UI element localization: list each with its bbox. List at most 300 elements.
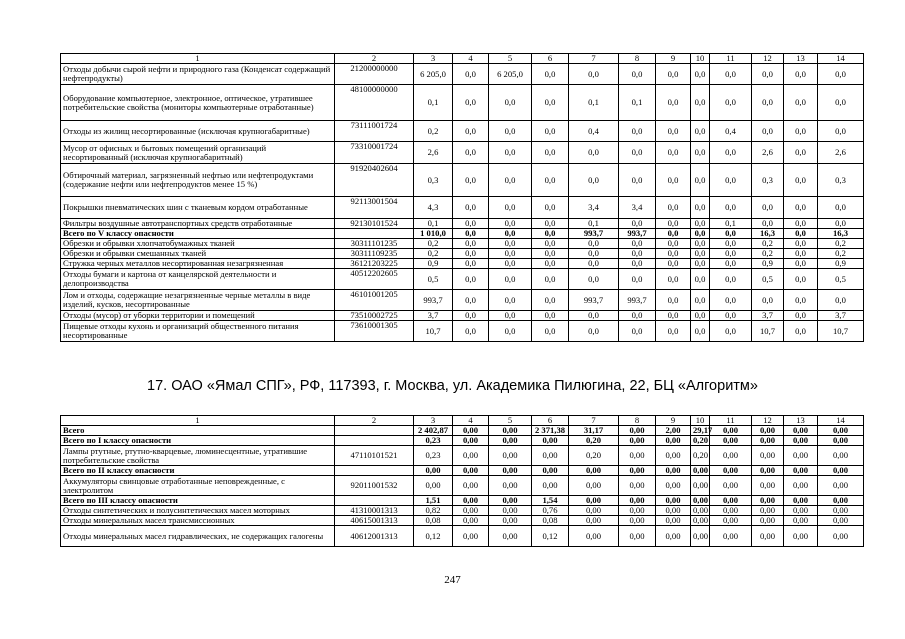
value-cell: 0,0	[569, 259, 619, 269]
value-cell: 0,00	[619, 426, 656, 436]
value-cell: 2,6	[414, 142, 453, 164]
value-cell: 0,0	[532, 197, 569, 219]
value-cell: 0,20	[569, 436, 619, 446]
fkko-code-cell: 30311109235	[335, 249, 414, 259]
value-cell: 0,0	[656, 259, 691, 269]
organization-heading: 17. ОАО «Ямал СПГ», РФ, 117393, г. Москва, ул. Академика Пилюгина, 22, БЦ «Алгоритм»	[147, 378, 758, 394]
value-cell: 0,0	[656, 219, 691, 229]
value-cell: 0,00	[489, 516, 532, 526]
value-cell: 0,0	[453, 197, 489, 219]
value-cell: 0,00	[619, 516, 656, 526]
fkko-code-cell: 48100000000	[335, 85, 414, 121]
value-cell: 0,00	[752, 476, 784, 496]
column-header: 12	[752, 54, 784, 64]
value-cell: 3,7	[414, 311, 453, 321]
value-cell: 0,00	[569, 526, 619, 547]
value-cell: 0,0	[532, 121, 569, 142]
value-cell: 0,00	[569, 516, 619, 526]
value-cell: 0,0	[453, 269, 489, 290]
table-row	[61, 321, 864, 342]
value-cell: 1,54	[532, 496, 569, 506]
value-cell: 0,0	[752, 290, 784, 311]
value-cell: 0,00	[784, 496, 818, 506]
value-cell: 0,00	[619, 496, 656, 506]
waste-name-cell: Покрышки пневматических шин с тканевым кордом отработанные	[61, 197, 335, 219]
value-cell: 0,0	[569, 269, 619, 290]
table-row	[61, 219, 864, 229]
value-cell: 0,0	[691, 249, 710, 259]
column-header: 4	[453, 416, 489, 426]
waste-name-cell: Пищевые отходы кухонь и организаций общественного питания несортированные	[61, 321, 335, 342]
value-cell: 0,0	[453, 64, 489, 85]
value-cell: 0,00	[453, 516, 489, 526]
value-cell: 0,00	[453, 436, 489, 446]
value-cell: 0,0	[656, 64, 691, 85]
value-cell: 0,00	[818, 506, 864, 516]
value-cell: 0,0	[656, 249, 691, 259]
value-cell: 0,00	[489, 446, 532, 466]
total-row	[61, 466, 864, 476]
value-cell: 0,0	[710, 269, 752, 290]
value-cell: 0,00	[784, 446, 818, 466]
value-cell: 2 402,87	[414, 426, 453, 436]
waste-name-cell: Всего по II классу опасности	[61, 466, 335, 476]
value-cell: 0,00	[453, 476, 489, 496]
column-header: 14	[818, 416, 864, 426]
value-cell: 0,0	[453, 85, 489, 121]
total-row	[61, 436, 864, 446]
value-cell: 0,0	[691, 121, 710, 142]
value-cell: 0,0	[710, 311, 752, 321]
fkko-code-cell	[335, 496, 414, 506]
value-cell: 0,0	[489, 259, 532, 269]
value-cell: 0,20	[691, 436, 710, 446]
value-cell: 0,08	[532, 516, 569, 526]
value-cell: 0,0	[453, 142, 489, 164]
column-header: 10	[691, 416, 710, 426]
value-cell: 0,00	[656, 476, 691, 496]
value-cell: 0,00	[656, 526, 691, 547]
value-cell: 0,0	[710, 321, 752, 342]
value-cell: 0,0	[453, 311, 489, 321]
fkko-code-cell: 73111001724	[335, 121, 414, 142]
value-cell: 0,00	[818, 496, 864, 506]
total-row	[61, 496, 864, 506]
value-cell: 0,0	[532, 269, 569, 290]
value-cell: 0,2	[414, 239, 453, 249]
column-header: 11	[710, 416, 752, 426]
value-cell: 0,00	[453, 446, 489, 466]
value-cell: 0,0	[818, 85, 864, 121]
value-cell: 0,2	[414, 249, 453, 259]
value-cell: 0,00	[784, 506, 818, 516]
value-cell: 0,0	[784, 219, 818, 229]
value-cell: 0,9	[414, 259, 453, 269]
value-cell: 0,0	[453, 290, 489, 311]
value-cell: 0,0	[532, 311, 569, 321]
value-cell: 0,20	[691, 446, 710, 466]
value-cell: 0,0	[691, 85, 710, 121]
value-cell: 0,0	[710, 164, 752, 197]
table-row	[61, 516, 864, 526]
value-cell: 0,00	[489, 496, 532, 506]
value-cell: 0,0	[619, 259, 656, 269]
value-cell: 0,00	[818, 436, 864, 446]
column-header: 8	[619, 416, 656, 426]
fkko-code-cell: 40615001313	[335, 516, 414, 526]
value-cell: 0,0	[453, 219, 489, 229]
value-cell: 0,0	[489, 311, 532, 321]
page-number: 247	[444, 574, 461, 586]
table-row	[61, 164, 864, 197]
value-cell: 0,00	[784, 466, 818, 476]
value-cell: 0,00	[818, 476, 864, 496]
value-cell: 993,7	[619, 229, 656, 239]
value-cell: 0,0	[619, 142, 656, 164]
table-row	[61, 269, 864, 290]
column-header: 6	[532, 54, 569, 64]
value-cell: 0,00	[710, 526, 752, 547]
value-cell: 0,00	[489, 466, 532, 476]
value-cell: 29,17	[691, 426, 710, 436]
value-cell: 0,00	[453, 506, 489, 516]
value-cell: 0,0	[752, 219, 784, 229]
table-row	[61, 239, 864, 249]
column-header: 6	[532, 416, 569, 426]
value-cell: 0,0	[691, 311, 710, 321]
value-cell: 0,00	[784, 516, 818, 526]
value-cell: 0,00	[784, 476, 818, 496]
value-cell: 0,1	[414, 219, 453, 229]
value-cell: 0,0	[710, 290, 752, 311]
fkko-code-cell: 41310001313	[335, 506, 414, 516]
value-cell: 0,00	[453, 466, 489, 476]
waste-name-cell: Всего	[61, 426, 335, 436]
value-cell: 0,0	[656, 321, 691, 342]
value-cell: 0,00	[691, 496, 710, 506]
value-cell: 0,0	[691, 197, 710, 219]
fkko-code-cell	[335, 229, 414, 239]
value-cell: 0,0	[569, 311, 619, 321]
value-cell: 0,0	[784, 164, 818, 197]
column-header: 3	[414, 54, 453, 64]
value-cell: 0,5	[818, 269, 864, 290]
value-cell: 0,0	[489, 197, 532, 219]
value-cell: 0,00	[752, 506, 784, 516]
value-cell: 0,0	[784, 311, 818, 321]
value-cell: 3,4	[619, 197, 656, 219]
waste-name-cell: Отходы добычи сырой нефти и природного газа (Конденсат содержащий нефтепродукты)	[61, 64, 335, 85]
value-cell: 0,00	[619, 466, 656, 476]
value-cell: 0,0	[784, 197, 818, 219]
value-cell: 0,0	[489, 249, 532, 259]
value-cell: 0,0	[489, 85, 532, 121]
value-cell: 0,00	[569, 496, 619, 506]
value-cell: 0,0	[489, 321, 532, 342]
fkko-code-cell: 40512202605	[335, 269, 414, 290]
waste-name-cell: Оборудование компьютерное, электронное, оптическое, утратившее потребительские свойства (мониторы компьютерные отработанные)	[61, 85, 335, 121]
value-cell: 0,00	[784, 436, 818, 446]
column-header: 1	[61, 416, 335, 426]
value-cell: 0,2	[818, 249, 864, 259]
column-header: 13	[784, 54, 818, 64]
value-cell: 0,0	[656, 239, 691, 249]
value-cell: 0,00	[569, 466, 619, 476]
fkko-code-cell: 73310001724	[335, 142, 414, 164]
fkko-code-cell: 91920402604	[335, 164, 414, 197]
value-cell: 0,0	[489, 229, 532, 239]
waste-name-cell: Аккумуляторы свинцовые отработанные неповрежденные, с электролитом	[61, 476, 335, 496]
value-cell: 0,0	[710, 229, 752, 239]
value-cell: 0,00	[710, 496, 752, 506]
value-cell: 0,0	[710, 64, 752, 85]
value-cell: 0,23	[414, 446, 453, 466]
value-cell: 0,0	[691, 259, 710, 269]
value-cell: 0,00	[710, 426, 752, 436]
value-cell: 0,0	[818, 219, 864, 229]
value-cell: 6 205,0	[414, 64, 453, 85]
waste-name-cell: Обтирочный материал, загрязненный нефтью или нефтепродуктами (содержание нефти или нефтепродуктов менее 15 %)	[61, 164, 335, 197]
value-cell: 0,00	[691, 516, 710, 526]
value-cell: 0,0	[532, 259, 569, 269]
waste-name-cell: Лампы ртутные, ртутно-кварцевые, люминесцентные, утратившие потребительские свойства	[61, 446, 335, 466]
fkko-code-cell: 21200000000	[335, 64, 414, 85]
fkko-code-cell	[335, 466, 414, 476]
value-cell: 0,0	[532, 64, 569, 85]
value-cell: 0,9	[818, 259, 864, 269]
value-cell: 0,00	[752, 436, 784, 446]
value-cell: 0,00	[710, 436, 752, 446]
column-header: 4	[453, 54, 489, 64]
table-row	[61, 526, 864, 547]
value-cell: 0,0	[710, 85, 752, 121]
value-cell: 0,0	[784, 142, 818, 164]
table-row	[61, 446, 864, 466]
fkko-code-cell: 30311101235	[335, 239, 414, 249]
value-cell: 0,0	[489, 142, 532, 164]
value-cell: 993,7	[414, 290, 453, 311]
value-cell: 0,0	[619, 249, 656, 259]
value-cell: 0,00	[710, 476, 752, 496]
table-row	[61, 197, 864, 219]
value-cell: 0,0	[784, 239, 818, 249]
value-cell: 0,12	[414, 526, 453, 547]
value-cell: 0,0	[656, 290, 691, 311]
value-cell: 0,0	[752, 121, 784, 142]
column-header: 7	[569, 54, 619, 64]
value-cell: 0,0	[532, 290, 569, 311]
value-cell: 0,00	[453, 496, 489, 506]
waste-name-cell: Мусор от офисных и бытовых помещений организаций несортированный (исключая крупногабаритный)	[61, 142, 335, 164]
fkko-code-cell: 73510002725	[335, 311, 414, 321]
value-cell: 0,0	[569, 142, 619, 164]
waste-table-2	[60, 415, 864, 547]
value-cell: 0,00	[784, 526, 818, 547]
column-header: 10	[691, 54, 710, 64]
fkko-code-cell: 92113001504	[335, 197, 414, 219]
value-cell: 0,0	[532, 142, 569, 164]
value-cell: 0,0	[453, 164, 489, 197]
value-cell: 10,7	[752, 321, 784, 342]
value-cell: 0,0	[656, 142, 691, 164]
value-cell: 0,08	[414, 516, 453, 526]
value-cell: 0,00	[710, 466, 752, 476]
value-cell: 0,0	[691, 321, 710, 342]
fkko-code-cell: 36121203225	[335, 259, 414, 269]
value-cell: 0,00	[710, 516, 752, 526]
value-cell: 0,0	[569, 164, 619, 197]
value-cell: 0,0	[489, 269, 532, 290]
value-cell: 0,1	[619, 85, 656, 121]
value-cell: 0,0	[453, 121, 489, 142]
value-cell: 0,0	[784, 229, 818, 239]
value-cell: 0,0	[532, 229, 569, 239]
value-cell: 0,00	[414, 476, 453, 496]
value-cell: 0,00	[656, 466, 691, 476]
value-cell: 0,0	[489, 121, 532, 142]
value-cell: 993,7	[569, 290, 619, 311]
table-row	[61, 290, 864, 311]
value-cell: 0,0	[619, 219, 656, 229]
value-cell: 0,00	[619, 436, 656, 446]
value-cell: 0,0	[710, 239, 752, 249]
value-cell: 0,0	[532, 164, 569, 197]
value-cell: 0,4	[569, 121, 619, 142]
value-cell: 0,00	[453, 426, 489, 436]
value-cell: 0,0	[619, 321, 656, 342]
value-cell: 2,6	[752, 142, 784, 164]
value-cell: 0,1	[710, 219, 752, 229]
value-cell: 1,51	[414, 496, 453, 506]
value-cell: 0,0	[656, 85, 691, 121]
table-row	[61, 85, 864, 121]
value-cell: 0,00	[710, 446, 752, 466]
value-cell: 0,5	[414, 269, 453, 290]
value-cell: 0,00	[818, 526, 864, 547]
column-header-row	[61, 416, 864, 426]
value-cell: 0,0	[453, 259, 489, 269]
value-cell: 0,12	[532, 526, 569, 547]
value-cell: 3,4	[569, 197, 619, 219]
value-cell: 0,0	[569, 321, 619, 342]
value-cell: 0,00	[532, 446, 569, 466]
value-cell: 0,00	[489, 506, 532, 516]
value-cell: 0,0	[489, 239, 532, 249]
value-cell: 0,0	[532, 239, 569, 249]
column-header: 2	[335, 54, 414, 64]
table-row	[61, 121, 864, 142]
value-cell: 0,0	[710, 259, 752, 269]
value-cell: 0,4	[710, 121, 752, 142]
value-cell: 0,00	[619, 446, 656, 466]
waste-name-cell: Фильтры воздушные автотранспортных средств отработанные	[61, 219, 335, 229]
value-cell: 0,00	[691, 466, 710, 476]
value-cell: 0,3	[414, 164, 453, 197]
column-header-row	[61, 54, 864, 64]
value-cell: 0,0	[656, 229, 691, 239]
waste-name-cell: Всего по I классу опасности	[61, 436, 335, 446]
waste-name-cell: Стружка черных металлов несортированная незагрязненная	[61, 259, 335, 269]
waste-name-cell: Отходы минеральных масел трансмиссионных	[61, 516, 335, 526]
waste-name-cell: Отходы из жилищ несортированные (исключая крупногабаритные)	[61, 121, 335, 142]
value-cell: 0,00	[752, 516, 784, 526]
value-cell: 0,00	[619, 506, 656, 516]
value-cell: 0,1	[414, 85, 453, 121]
value-cell: 0,00	[532, 436, 569, 446]
value-cell: 3,7	[752, 311, 784, 321]
waste-name-cell: Всего по III классу опасности	[61, 496, 335, 506]
value-cell: 1 010,0	[414, 229, 453, 239]
value-cell: 0,76	[532, 506, 569, 516]
value-cell: 6 205,0	[489, 64, 532, 85]
value-cell: 0,0	[710, 142, 752, 164]
value-cell: 0,0	[619, 239, 656, 249]
value-cell: 4,3	[414, 197, 453, 219]
table-row	[61, 142, 864, 164]
value-cell: 0,0	[619, 121, 656, 142]
fkko-code-cell: 73610001305	[335, 321, 414, 342]
value-cell: 0,0	[619, 164, 656, 197]
value-cell: 0,00	[710, 506, 752, 516]
value-cell: 0,00	[414, 466, 453, 476]
value-cell: 0,00	[784, 426, 818, 436]
value-cell: 16,3	[752, 229, 784, 239]
value-cell: 0,0	[691, 239, 710, 249]
fkko-code-cell: 40612001313	[335, 526, 414, 547]
value-cell: 0,0	[784, 321, 818, 342]
fkko-code-cell: 92011001532	[335, 476, 414, 496]
value-cell: 0,00	[656, 506, 691, 516]
value-cell: 0,0	[710, 197, 752, 219]
waste-name-cell: Лом и отходы, содержащие незагрязненные черные металлы в виде изделий, кусков, несортированные	[61, 290, 335, 311]
value-cell: 0,0	[453, 229, 489, 239]
waste-name-cell: Отходы (мусор) от уборки территории и помещений	[61, 311, 335, 321]
value-cell: 0,00	[532, 466, 569, 476]
table-row	[61, 64, 864, 85]
value-cell: 0,0	[818, 64, 864, 85]
value-cell: 0,00	[489, 476, 532, 496]
value-cell: 0,00	[818, 426, 864, 436]
value-cell: 0,2	[414, 121, 453, 142]
value-cell: 0,0	[569, 64, 619, 85]
value-cell: 0,0	[619, 311, 656, 321]
value-cell: 0,9	[752, 259, 784, 269]
value-cell: 0,00	[489, 436, 532, 446]
value-cell: 0,0	[784, 249, 818, 259]
value-cell: 0,82	[414, 506, 453, 516]
waste-name-cell: Всего по V классу опасности	[61, 229, 335, 239]
value-cell: 0,0	[710, 249, 752, 259]
value-cell: 0,00	[752, 496, 784, 506]
value-cell: 0,0	[818, 121, 864, 142]
column-header: 5	[489, 54, 532, 64]
value-cell: 2,6	[818, 142, 864, 164]
column-header: 12	[752, 416, 784, 426]
value-cell: 0,0	[532, 321, 569, 342]
value-cell: 0,0	[532, 249, 569, 259]
waste-name-cell: Отходы бумаги и картона от канцелярской деятельности и делопроизводства	[61, 269, 335, 290]
value-cell: 0,1	[569, 219, 619, 229]
value-cell: 0,20	[569, 446, 619, 466]
value-cell: 2 371,38	[532, 426, 569, 436]
total-row	[61, 426, 864, 436]
value-cell: 0,00	[818, 446, 864, 466]
value-cell: 0,0	[656, 197, 691, 219]
fkko-code-cell: 46101001205	[335, 290, 414, 311]
value-cell: 0,0	[784, 290, 818, 311]
table-row	[61, 259, 864, 269]
value-cell: 0,0	[453, 239, 489, 249]
